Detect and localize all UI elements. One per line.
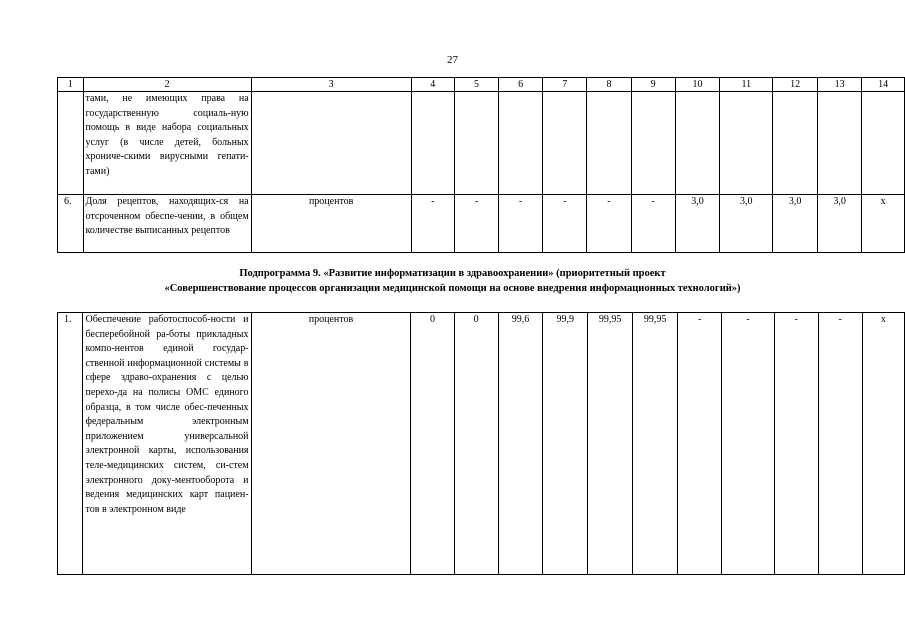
value-cell: 0 — [454, 313, 498, 575]
value-cell: 3,0 — [773, 195, 818, 253]
value-cell: х — [862, 195, 905, 253]
value-cell — [675, 92, 720, 195]
subprogram-heading — [0, 266, 905, 296]
value-cell: 0 — [411, 313, 454, 575]
value-cell: 3,0 — [675, 195, 720, 253]
page-number: 27 — [447, 54, 458, 66]
value-cell: - — [543, 195, 587, 253]
value-cell: 99,95 — [588, 313, 633, 575]
column-header: 5 — [454, 78, 498, 92]
unit-cell: процентов — [251, 195, 411, 253]
value-cell — [499, 92, 543, 195]
value-cell: - — [631, 195, 675, 253]
indicator-description: тами, не имеющих права на государственную социаль-ную помощь в виде набора социальных услуг (в числе детей, больных хрониче-скими вирусными гепати-тами) — [83, 92, 251, 195]
value-cell: - — [411, 195, 454, 253]
value-cell: 3,0 — [720, 195, 773, 253]
value-cell: - — [587, 195, 631, 253]
subprogram-heading-line1: Подпрограмма 9. «Развитие информатизации в здравоохранении» (приоритетный проект — [239, 268, 666, 279]
column-header: 2 — [83, 78, 251, 92]
value-cell — [411, 92, 454, 195]
table-row — [58, 195, 905, 253]
value-cell: 3,0 — [817, 195, 862, 253]
indicators-table-subprogram-9 — [57, 312, 905, 575]
value-cell: - — [722, 313, 775, 575]
value-cell — [720, 92, 773, 195]
value-cell — [631, 92, 675, 195]
value-cell: 99,95 — [633, 313, 678, 575]
column-header: 1 — [58, 78, 84, 92]
value-cell: х — [862, 313, 904, 575]
indicator-description: Обеспечение работоспособ-ности и бесперебойной ра-боты прикладных компо-нентов единой государ-ственной информационной системы в сфере здраво-охранения с целью перехо-да на полисы ОМС единого образца, в том числе обес-печенных федеральным электронным приложением универсальной электронной карты, использования теле-медицинских систем, си-стем электронного доку-ментооборота и ведения медицинских карт пациен-тов в электронном виде — [83, 313, 251, 575]
value-cell — [543, 92, 587, 195]
row-number: 6. — [58, 195, 84, 253]
unit-cell — [251, 92, 411, 195]
column-header: 7 — [543, 78, 587, 92]
column-header: 12 — [773, 78, 818, 92]
value-cell: - — [774, 313, 818, 575]
column-header: 11 — [720, 78, 773, 92]
value-cell: - — [499, 195, 543, 253]
unit-cell: процентов — [251, 313, 411, 575]
value-cell: 99,9 — [543, 313, 588, 575]
value-cell: - — [454, 195, 498, 253]
value-cell — [862, 92, 905, 195]
column-header: 4 — [411, 78, 454, 92]
column-header: 9 — [631, 78, 675, 92]
table-row — [58, 92, 905, 195]
column-header: 6 — [499, 78, 543, 92]
indicators-table-continued — [57, 77, 905, 253]
column-header: 3 — [251, 78, 411, 92]
value-cell: 99,6 — [498, 313, 543, 575]
column-header: 14 — [862, 78, 905, 92]
value-cell — [454, 92, 498, 195]
column-number-row — [58, 78, 905, 92]
row-number: 1. — [58, 313, 83, 575]
column-header: 8 — [587, 78, 631, 92]
column-header: 13 — [817, 78, 862, 92]
value-cell — [773, 92, 818, 195]
column-header: 10 — [675, 78, 720, 92]
value-cell: - — [818, 313, 862, 575]
subprogram-heading-line2: «Совершенствование процессов организации медицинской помощи на основе внедрения информационных технологий») — [164, 283, 741, 294]
table-row — [58, 313, 905, 575]
value-cell — [587, 92, 631, 195]
indicator-description: Доля рецептов, находящих-ся на отсроченном обеспе-чении, в общем количестве выписанных рецептов — [83, 195, 251, 253]
value-cell — [817, 92, 862, 195]
value-cell: - — [678, 313, 722, 575]
row-number — [58, 92, 84, 195]
